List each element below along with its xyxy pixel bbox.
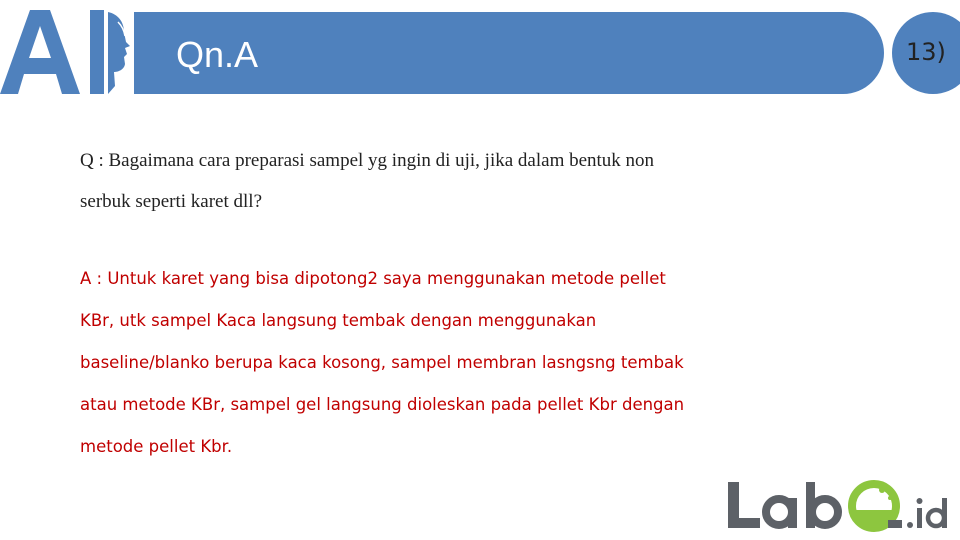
answer-text	[80, 258, 800, 468]
question-line: Q : Bagaimana cara preparasi sampel yg ingin di uji, jika dalam bentuk non	[80, 150, 655, 171]
answer-line: KBr, utk sampel Kaca langsung tembak dengan menggunakan	[80, 311, 597, 330]
answer-line: baseline/blanko berupa kaca kosong, sampel membran lasngsng tembak	[80, 353, 684, 372]
ai-brand-logo	[0, 2, 134, 102]
page-number: 13)	[906, 38, 946, 66]
answer-line: A : Untuk karet yang bisa dipotong2 saya menggunakan metode pellet	[80, 269, 666, 288]
page-title: Qn.A	[176, 34, 259, 75]
question-text	[80, 140, 800, 222]
labq-logo	[724, 476, 960, 540]
answer-line: atau metode KBr, sampel gel langsung dioleskan pada pellet Kbr dengan	[80, 395, 685, 414]
question-line: serbuk seperti karet dll?	[80, 191, 263, 212]
answer-line: metode pellet Kbr.	[80, 437, 233, 456]
